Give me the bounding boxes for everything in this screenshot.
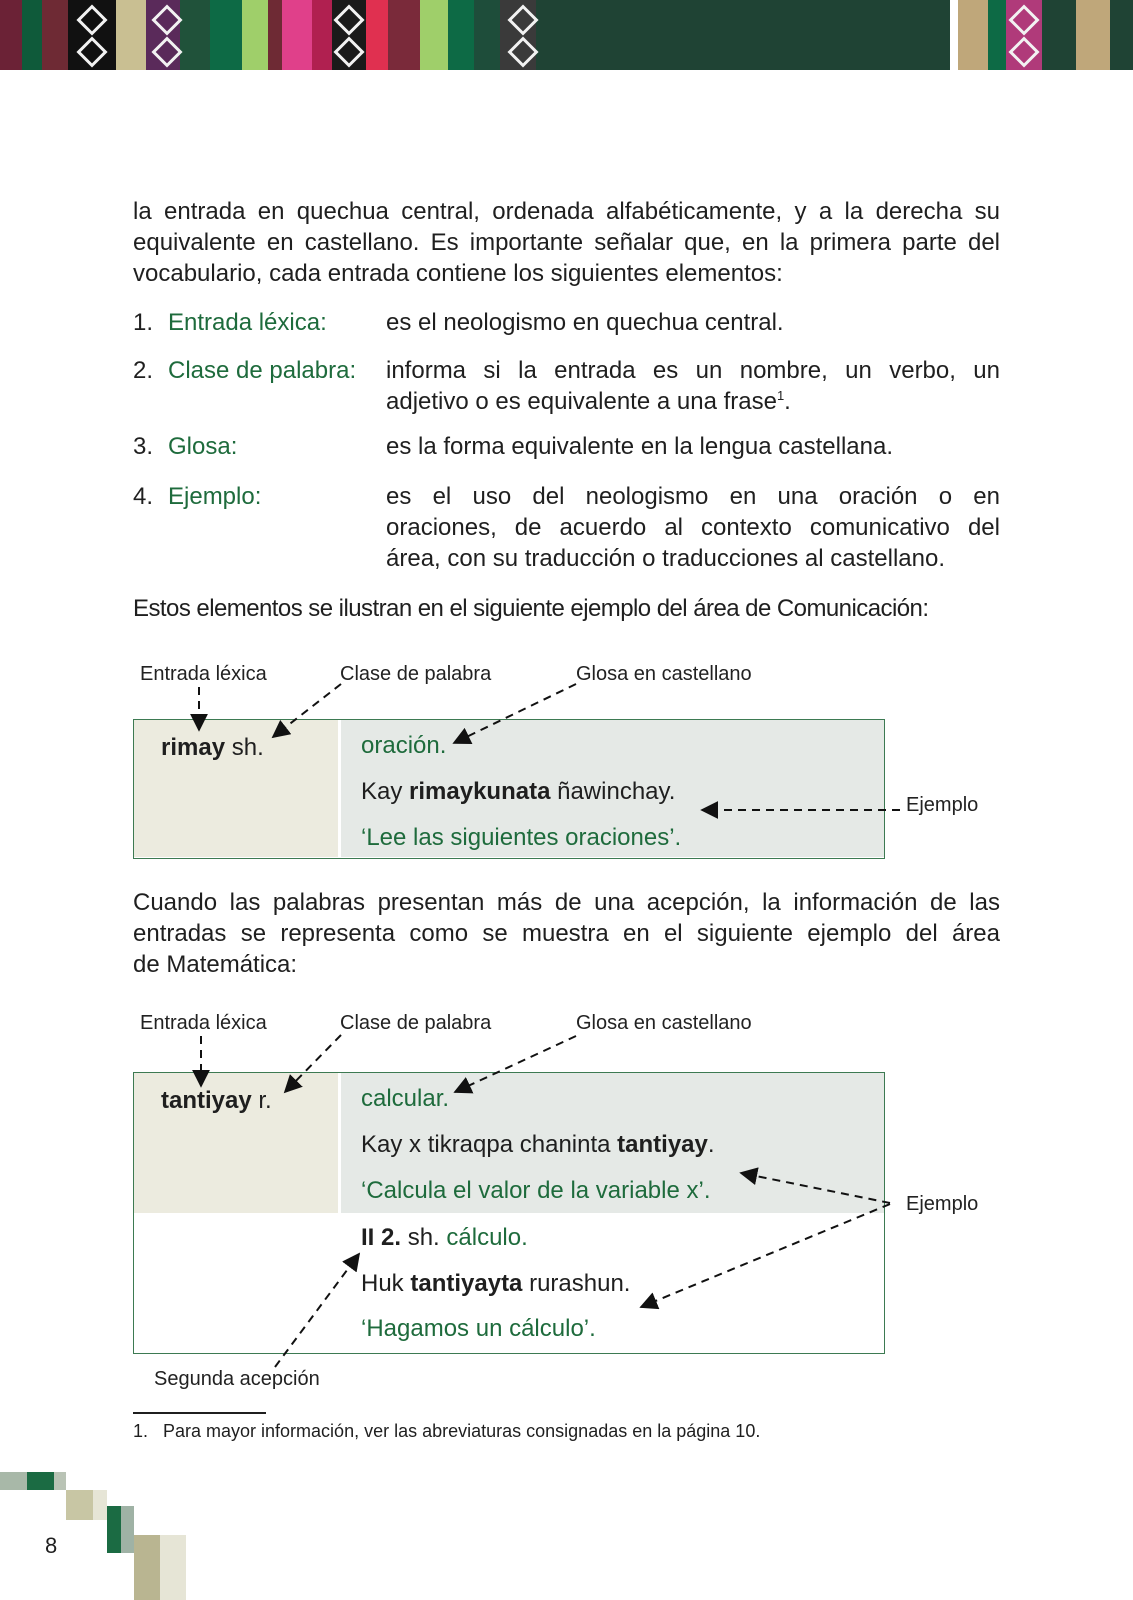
label-glosa: Glosa en castellano — [576, 663, 752, 685]
footnote-rule — [133, 1412, 266, 1414]
band-stripe — [1110, 0, 1133, 70]
label-entrada-lexica: Entrada léxica — [140, 663, 267, 685]
label-ejemplo: Ejemplo — [906, 794, 979, 816]
list-number: 3. — [133, 433, 154, 460]
band-stripe — [536, 0, 950, 70]
band-stripe — [0, 0, 22, 70]
list-definition-line-3: área, con su traducción o traducciones al castellano. — [386, 545, 945, 572]
list-definition-line-2: adjetivo o es equivalente a una frase$^1$. — [386, 388, 791, 415]
band-stripe — [420, 0, 448, 70]
word-class: r. — [258, 1087, 272, 1114]
word-class: sh. — [401, 1224, 447, 1251]
list-definition: es la forma equivalente en la lengua castellana. — [386, 433, 893, 460]
footnote-number: 1. — [133, 1421, 149, 1441]
example-sentence: Kay rimaykunata ñawinchay. — [361, 778, 676, 805]
band-stripe — [448, 0, 474, 70]
band-stripe — [388, 0, 420, 70]
gloss-text: calcular. — [361, 1085, 450, 1112]
band-stripe — [950, 0, 958, 70]
list-definition-line-1: es el uso del neologismo en una oración o en — [386, 483, 1000, 510]
band-stripe — [116, 0, 146, 70]
page-number: 8 — [45, 1533, 58, 1558]
list-number: 4. — [133, 483, 154, 510]
list-term: Ejemplo: — [168, 483, 262, 510]
label-glosa-2: Glosa en castellano — [576, 1012, 752, 1034]
band-stripe — [282, 0, 312, 70]
entry-word: tantiyay r. — [161, 1087, 272, 1114]
para2-line-3: de Matemática: — [133, 951, 298, 978]
footnote-text: Para mayor información, ver las abreviaturas consignadas en la página 10. — [163, 1421, 761, 1441]
word-class: sh. — [231, 734, 264, 761]
para2-line-2: entradas se representa como se muestra en el siguiente ejemplo del área — [133, 920, 1000, 947]
list-term: Clase de palabra: — [168, 357, 357, 384]
example-intro: Estos elementos se ilustran en el siguiente ejemplo del área de Comunicación: — [133, 595, 929, 622]
decorative-square — [54, 1472, 66, 1490]
sense-marker: II 2. — [361, 1224, 402, 1251]
band-stripe — [474, 0, 500, 70]
decorative-square — [121, 1506, 134, 1553]
list-number: 1. — [133, 309, 154, 336]
decorative-square — [107, 1506, 121, 1553]
example-sentence: Kay x tikraqpa chaninta tantiyay. — [361, 1131, 715, 1158]
entry-word: rimay sh. — [161, 734, 264, 761]
decorative-square — [0, 1472, 27, 1490]
example-sentence-2: Huk tantiyayta rurashun. — [361, 1270, 631, 1297]
label-clase-de-palabra: Clase de palabra — [340, 663, 492, 685]
example-box-matematica — [133, 1072, 885, 1354]
example-translation: ‘Lee las siguientes oraciones’. — [361, 824, 682, 851]
intro-line-3: vocabulario, cada entrada contiene los siguientes elementos: — [133, 260, 783, 287]
decorative-square — [66, 1490, 93, 1520]
intro-line-2: equivalente en castellano. Es importante señalar que, en la primera parte del — [133, 229, 1000, 256]
band-stripe — [268, 0, 282, 70]
footnote-ref: 1 — [776, 388, 785, 403]
decorative-top-band — [0, 0, 1133, 70]
list-definition-line-2: oraciones, de acuerdo al contexto comunicativo del — [386, 514, 1000, 541]
decorative-square — [93, 1490, 107, 1520]
label-entrada-lexica-2: Entrada léxica — [140, 1012, 267, 1034]
intro-paragraph — [133, 196, 1000, 289]
second-gloss: cálculo. — [446, 1224, 528, 1251]
band-stripe — [1076, 0, 1110, 70]
para2-line-1: Cuando las palabras presentan más de una acepción, la información de las — [133, 889, 1000, 916]
label-clase-de-palabra-2: Clase de palabra — [340, 1012, 492, 1034]
band-stripe — [366, 0, 388, 70]
band-stripe — [22, 0, 42, 70]
band-stripe — [1042, 0, 1076, 70]
band-stripe — [312, 0, 332, 70]
band-stripe — [988, 0, 1006, 70]
label-segunda-acepcion: Segunda acepción — [154, 1368, 320, 1390]
example-box-comunicacion — [133, 719, 885, 859]
intro-line-1: la entrada en quechua central, ordenada alfabéticamente, y a la derecha su — [133, 198, 1000, 225]
list-definition-line-1: informa si la entrada es un nombre, un verbo, un — [386, 357, 1000, 384]
example-translation-2: ‘Hagamos un cálculo’. — [361, 1315, 596, 1342]
label-ejemplo-2: Ejemplo — [906, 1193, 979, 1215]
list-item-class — [133, 355, 1000, 417]
list-term: Entrada léxica: — [168, 309, 327, 336]
decorative-square — [160, 1535, 186, 1600]
paragraph-acepciones — [133, 887, 1000, 980]
list-number: 2. — [133, 357, 154, 384]
example-translation: ‘Calcula el valor de la variable x’. — [361, 1177, 711, 1204]
gloss-text: oración. — [361, 732, 447, 759]
decorative-square — [134, 1535, 160, 1600]
list-definition: es el neologismo en quechua central. — [386, 309, 784, 336]
band-stripe — [42, 0, 68, 70]
band-stripe — [958, 0, 988, 70]
band-stripe — [180, 0, 210, 70]
band-stripe — [210, 0, 242, 70]
decorative-square — [27, 1472, 54, 1490]
second-sense — [361, 1224, 528, 1252]
band-stripe — [242, 0, 268, 70]
footnote — [133, 1421, 760, 1442]
list-term: Glosa: — [168, 433, 238, 460]
list-item-example — [133, 481, 1000, 574]
